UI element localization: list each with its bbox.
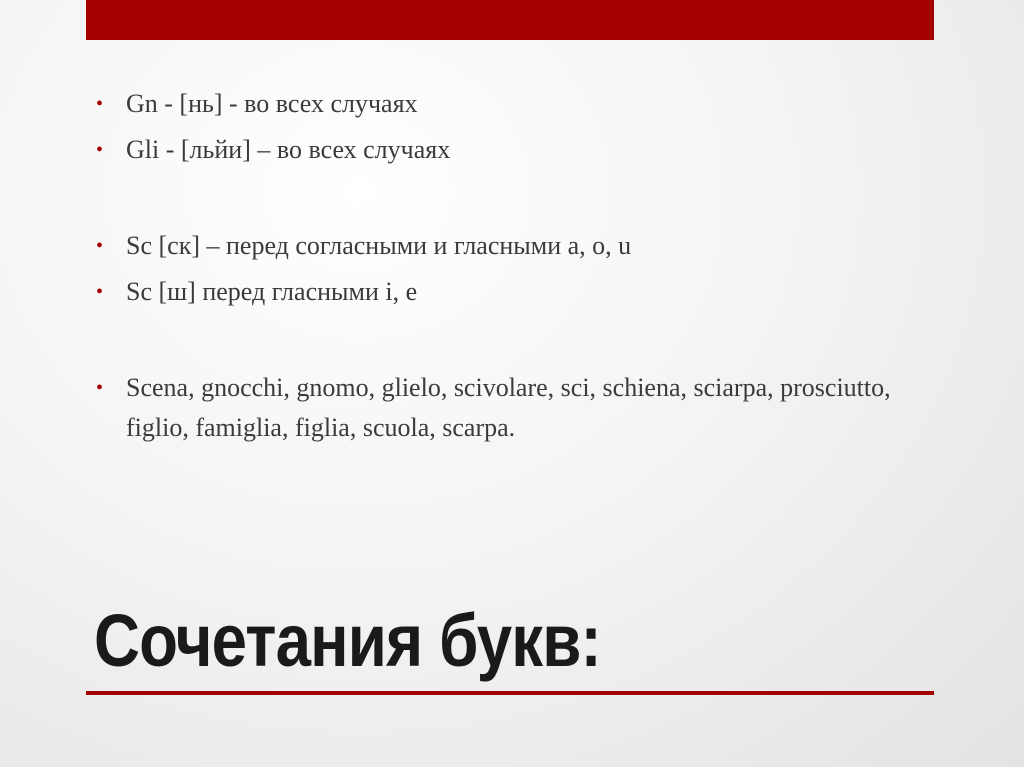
bullet-item <box>96 272 916 312</box>
bullet-item <box>96 226 916 266</box>
bullet-dot-icon: • <box>96 139 104 161</box>
bullet-dot-icon: • <box>96 235 104 257</box>
bullet-text: Scena, gnocchi, gnomo, glielo, scivolare, sci, schiena, sciarpa, prosciutto, figlio, famiglia, figlia, scuola, scarpa. <box>126 373 891 442</box>
bullet-text: Sc [ш] перед гласными i, e <box>126 277 418 306</box>
bullet-item <box>96 84 916 124</box>
bullet-text: Gn - [нь] - во всех случаях <box>126 89 418 118</box>
bullet-item <box>96 130 916 170</box>
bullet-dot-icon: • <box>96 93 104 115</box>
title-underline <box>86 691 934 695</box>
top-accent-bar <box>86 0 934 40</box>
bullet-text: Sc [ск] – перед согласными и гласными a, o, u <box>126 231 632 260</box>
slide-title: Сочетания букв: <box>94 599 601 682</box>
bullet-dot-icon: • <box>96 281 104 303</box>
bullet-list <box>96 84 916 448</box>
bullet-dot-icon: • <box>96 377 104 399</box>
bullet-text: Gli - [льйи] – во всех случаях <box>126 135 451 164</box>
bullet-item <box>96 368 916 448</box>
